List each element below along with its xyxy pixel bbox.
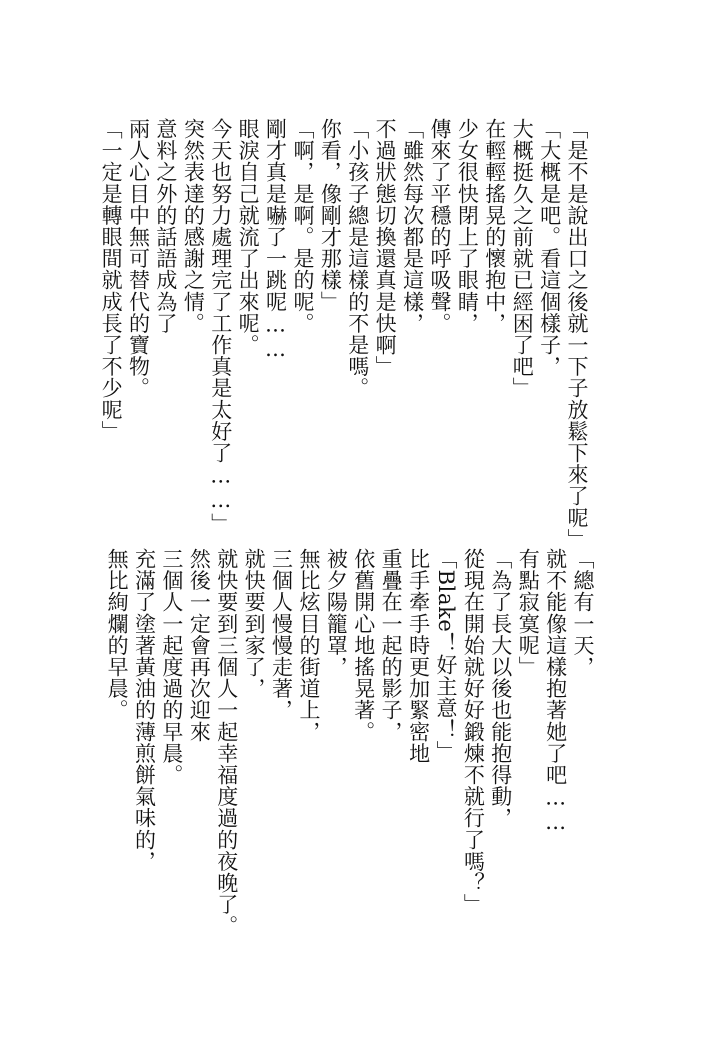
text-line: 兩人心目中無可替代的寶物。 bbox=[126, 118, 151, 399]
text-line: 「大概是吧。看這個樣子， bbox=[537, 118, 562, 378]
text-line: 依舊開心地搖晃著。 bbox=[351, 548, 376, 743]
text-line: 三個人慢慢走著， bbox=[269, 548, 294, 721]
text-line: 少女很快閉上了眼睛， bbox=[455, 118, 480, 334]
text-line: 三個人一起度過的早晨。 bbox=[159, 548, 184, 786]
text-line: 充滿了塗著黃油的薄煎餅氣味的， bbox=[132, 548, 157, 872]
text-line: 「雖然每次都是這樣， bbox=[400, 118, 425, 334]
text-line: 「為了長大以後也能抱得動， bbox=[488, 548, 513, 829]
text-line: 不過狀態切換還真是快啊」 bbox=[373, 118, 398, 378]
text-block-bottom bbox=[103, 548, 596, 937]
text-line: 「是不是說出口之後就一下子放鬆下來了呢」 bbox=[565, 118, 589, 550]
text-line: 就快要到三個人一起幸福度過的夜晚了。 bbox=[214, 548, 239, 937]
text-line: 重疊在一起的影子， bbox=[379, 548, 404, 743]
text-line: 從現在開始就好好鍛煉不就行了嗎？」 bbox=[461, 548, 486, 916]
text-line: 「Blake！好主意！」 bbox=[433, 548, 458, 763]
text-block-top bbox=[97, 118, 590, 550]
text-line: 今天也努力處理完了工作真是太好了……」 bbox=[208, 118, 233, 535]
text-line: 突然表達的感謝之情。 bbox=[181, 118, 206, 334]
text-line: 傳來了平穩的呼吸聲。 bbox=[427, 118, 452, 334]
text-line: 在輕輕搖晃的懷抱中， bbox=[482, 118, 507, 334]
text-line: 「總有一天， bbox=[571, 548, 595, 678]
text-line: 你看，像剛才那樣」 bbox=[318, 118, 343, 313]
text-line: 大概挺久之前就已經困了吧」 bbox=[510, 118, 535, 399]
text-line: 無比絢爛的早晨。 bbox=[105, 548, 130, 721]
text-line: 就不能像這樣抱著她了吧…… bbox=[543, 548, 568, 835]
text-line: 「啊，是啊。是的呢。 bbox=[290, 118, 315, 334]
text-line: 就快要到家了， bbox=[242, 548, 267, 700]
text-line: 無比炫目的街道上， bbox=[296, 548, 321, 743]
text-line: 有點寂寞呢」 bbox=[516, 548, 541, 678]
text-line: 比手牽手時更加緊密地 bbox=[406, 548, 431, 764]
text-line: 眼淚自己就流了出來呢。 bbox=[236, 118, 261, 356]
text-line: 被夕陽籠罩， bbox=[324, 548, 349, 678]
text-line: 然後一定會再次迎來 bbox=[187, 548, 212, 743]
text-line: 意料之外的話語成為了 bbox=[153, 118, 178, 334]
text-line: 「一定是轉眼間就成長了不少呢」 bbox=[99, 118, 124, 442]
text-line: 剛才真是嚇了一跳呢…… bbox=[263, 118, 288, 362]
text-line: 「小孩子總是這樣的不是嗎。 bbox=[345, 118, 370, 399]
